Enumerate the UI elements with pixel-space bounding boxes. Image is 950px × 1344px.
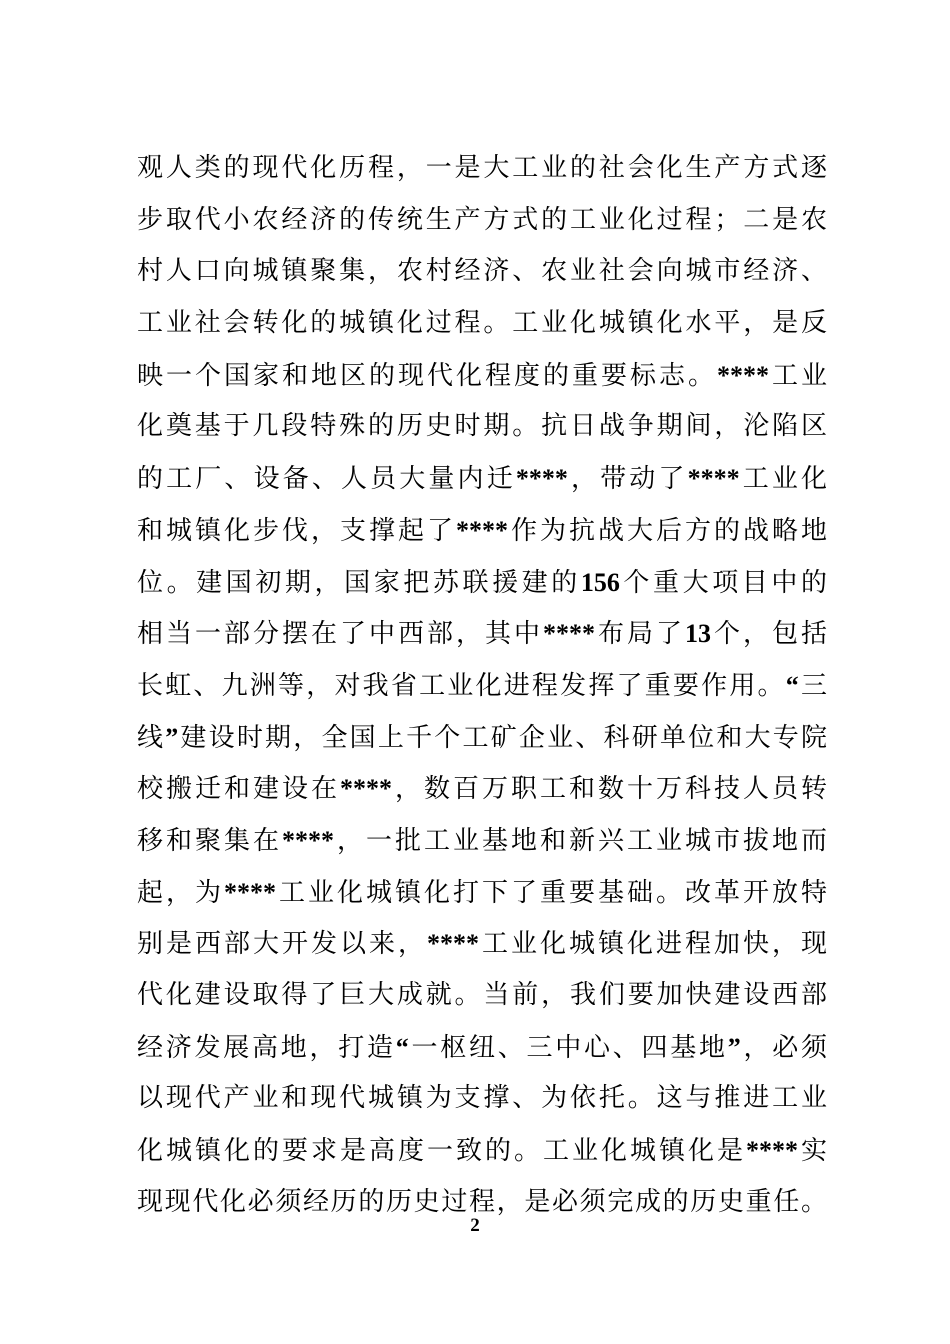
- paragraph-line: 和城镇化步伐，支撑起了****作为抗战大后方的战略地: [137, 515, 827, 546]
- paragraph-line: 经济发展高地，打造“一枢纽、三中心、四基地”，必须: [137, 1032, 827, 1063]
- body-paragraph: [137, 143, 827, 1228]
- paragraph-line: 相当一部分摆在了中西部，其中****布局了13个，包括: [137, 619, 827, 650]
- paragraph-line: 观人类的现代化历程，一是大工业的社会化生产方式逐: [137, 153, 827, 183]
- paragraph-line: 的工厂、设备、人员大量内迁****，带动了****工业化: [137, 464, 827, 495]
- paragraph-line: 线”建设时期，全国上千个工矿企业、科研单位和大专院: [137, 722, 827, 753]
- paragraph-line: 别是西部大开发以来，****工业化城镇化进程加快，现: [137, 929, 827, 960]
- page-number: 2: [470, 1215, 480, 1236]
- paragraph-line: 校搬迁和建设在****，数百万职工和数十万科技人员转: [137, 774, 827, 805]
- paragraph-line: 村人口向城镇聚集，农村经济、农业社会向城市经济、: [137, 256, 827, 287]
- paragraph-line: 步取代小农经济的传统生产方式的工业化过程；二是农: [137, 204, 827, 235]
- paragraph-line: 代化建设取得了巨大成就。当前，我们要加快建设西部: [137, 980, 827, 1010]
- paragraph-line: 长虹、九洲等，对我省工业化进程发挥了重要作用。“三: [137, 670, 827, 701]
- paragraph-line: 现现代化必须经历的历史过程，是必须完成的历史重任。: [137, 1186, 827, 1217]
- paragraph-line: 映一个国家和地区的现代化程度的重要标志。****工业: [137, 360, 827, 391]
- paragraph-line: 工业社会转化的城镇化过程。工业化城镇化水平，是反: [137, 308, 827, 339]
- paragraph-line: 化奠基于几段特殊的历史时期。抗日战争期间，沦陷区: [137, 411, 827, 442]
- paragraph-line: 位。建国初期，国家把苏联援建的156个重大项目中的: [137, 567, 827, 598]
- paragraph-line: 移和聚集在****，一批工业基地和新兴工业城市拔地而: [137, 825, 827, 856]
- paragraph-line: 以现代产业和现代城镇为支撑、为依托。这与推进工业: [137, 1083, 827, 1114]
- paragraph-line: 起，为****工业化城镇化打下了重要基础。改革开放特: [137, 877, 827, 908]
- paragraph-line: 化城镇化的要求是高度一致的。工业化城镇化是****实: [137, 1136, 827, 1167]
